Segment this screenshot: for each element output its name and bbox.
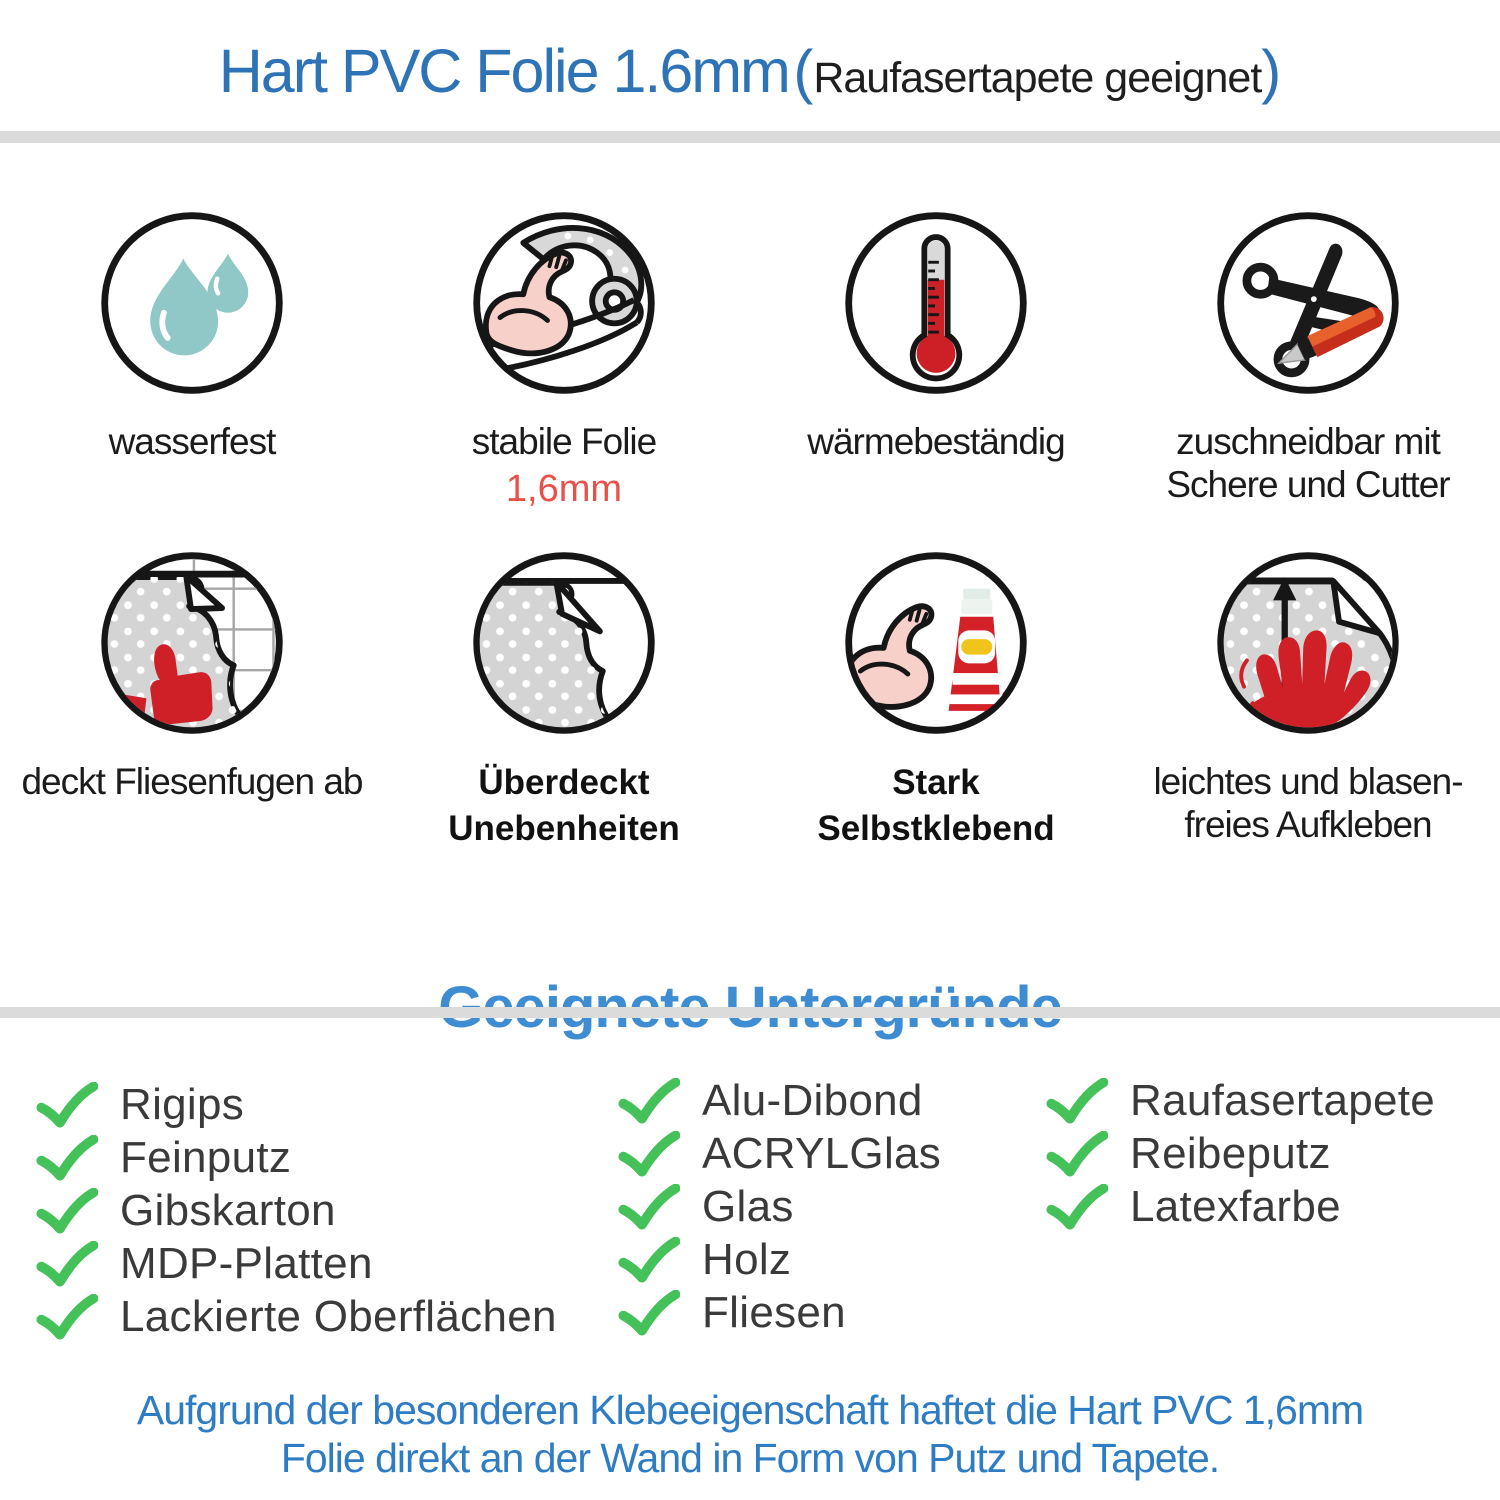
check-icon	[618, 1131, 680, 1177]
substrates-column-2	[618, 1074, 941, 1339]
check-icon	[36, 1082, 98, 1128]
check-icon	[36, 1241, 98, 1287]
substrate-label: Gibskarton	[120, 1185, 336, 1235]
feature-label-line1: Stark	[892, 763, 980, 802]
feature-waermebestaendig	[750, 206, 1122, 511]
feature-row-2	[6, 546, 1494, 852]
feature-stabile-folie	[378, 206, 750, 511]
tile-joints-thumb-icon	[95, 546, 289, 740]
feature-label	[448, 760, 679, 852]
feature-unebenheiten	[378, 546, 750, 852]
feature-label	[807, 420, 1064, 463]
check-icon	[36, 1188, 98, 1234]
feature-label-line1: wärmebeständig	[807, 421, 1065, 462]
substrate-label: Glas	[702, 1181, 794, 1231]
arm-glue-tube-icon	[839, 546, 1033, 740]
feature-label	[472, 420, 656, 463]
title-paren-text: Raufasertapete geeignet	[813, 54, 1262, 102]
divider-middle	[0, 1007, 1500, 1018]
footer-note	[0, 1386, 1500, 1482]
substrate-label: Raufasertapete	[1130, 1075, 1436, 1125]
footer-line2: Folie direkt an der Wand in Form von Putz und Tapete.	[280, 1435, 1220, 1481]
feature-zuschneidbar	[1122, 206, 1494, 511]
feature-label	[817, 760, 1054, 852]
arm-foil-roll-icon	[467, 206, 661, 400]
feature-label	[1166, 420, 1449, 506]
feature-label	[21, 760, 362, 803]
list-item	[618, 1074, 941, 1127]
feature-fliesenfugen	[6, 546, 378, 852]
divider-top	[0, 131, 1500, 143]
list-item	[36, 1078, 557, 1131]
check-icon	[618, 1290, 680, 1336]
list-item	[618, 1180, 941, 1233]
feature-label-line1: Überdeckt	[478, 763, 650, 802]
substrates-column-1	[36, 1078, 557, 1343]
feature-label-line1: zuschneidbar mit	[1176, 421, 1440, 462]
substrate-label: Holz	[702, 1234, 792, 1284]
feature-label-line2: freies Aufkleben	[1184, 804, 1432, 845]
feature-aufkleben	[1122, 546, 1494, 852]
water-drops-icon	[95, 206, 289, 400]
feature-label-line1: leichtes und blasen-	[1153, 761, 1463, 802]
feature-label-line1: deckt Fliesenfugen ab	[21, 761, 363, 802]
list-item	[1046, 1127, 1435, 1180]
check-icon	[618, 1237, 680, 1283]
title-paren-open: (	[793, 38, 814, 105]
list-item	[618, 1233, 941, 1286]
substrate-label: MDP-Platten	[120, 1238, 373, 1288]
substrate-label: Alu-Dibond	[702, 1075, 923, 1125]
list-item	[36, 1237, 557, 1290]
feature-label-line2: Selbstklebend	[817, 809, 1055, 848]
list-item	[36, 1184, 557, 1237]
page-title	[0, 36, 1500, 106]
feature-thickness-note: 1,6mm	[505, 468, 623, 510]
substrate-label: Latexfarbe	[1130, 1181, 1341, 1231]
feature-row-1	[6, 206, 1494, 511]
hand-smooth-apply-icon	[1211, 546, 1405, 740]
substrate-label: Lackierte Oberflächen	[120, 1291, 557, 1341]
substrate-label: Rigips	[120, 1079, 245, 1129]
list-item	[1046, 1074, 1435, 1127]
feature-label-line1: wasserfest	[108, 421, 276, 462]
check-icon	[36, 1135, 98, 1181]
feature-selbstklebend	[750, 546, 1122, 852]
title-paren-close: )	[1261, 38, 1282, 105]
check-icon	[1046, 1184, 1108, 1230]
feature-label-line2: Unebenheiten	[448, 809, 680, 848]
list-item	[36, 1131, 557, 1184]
list-item	[618, 1286, 941, 1339]
check-icon	[1046, 1078, 1108, 1124]
substrate-label: Fliesen	[702, 1287, 846, 1337]
substrate-label: Feinputz	[120, 1132, 292, 1182]
scissors-cutter-icon	[1211, 206, 1405, 400]
check-icon	[1046, 1131, 1108, 1177]
list-item	[1046, 1180, 1435, 1233]
substrates-column-3	[1046, 1074, 1435, 1233]
feature-wasserfest	[6, 206, 378, 511]
substrate-label: ACRYLGlas	[702, 1128, 942, 1178]
foil-covers-bumps-icon	[467, 546, 661, 740]
feature-label	[1153, 760, 1462, 846]
feature-label-line2: Schere und Cutter	[1166, 464, 1450, 505]
list-item	[36, 1290, 557, 1343]
thermometer-icon	[839, 206, 1033, 400]
check-icon	[36, 1294, 98, 1340]
list-item	[618, 1127, 941, 1180]
footer-line1: Aufgrund der besonderen Klebeeigenschaft haftet die Hart PVC 1,6mm	[136, 1387, 1364, 1433]
feature-label-line1: stabile Folie	[471, 421, 657, 462]
feature-label	[109, 420, 276, 463]
check-icon	[618, 1078, 680, 1124]
title-main: Hart PVC Folie 1.6mm	[218, 37, 789, 105]
substrate-label: Reibeputz	[1130, 1128, 1331, 1178]
check-icon	[618, 1184, 680, 1230]
